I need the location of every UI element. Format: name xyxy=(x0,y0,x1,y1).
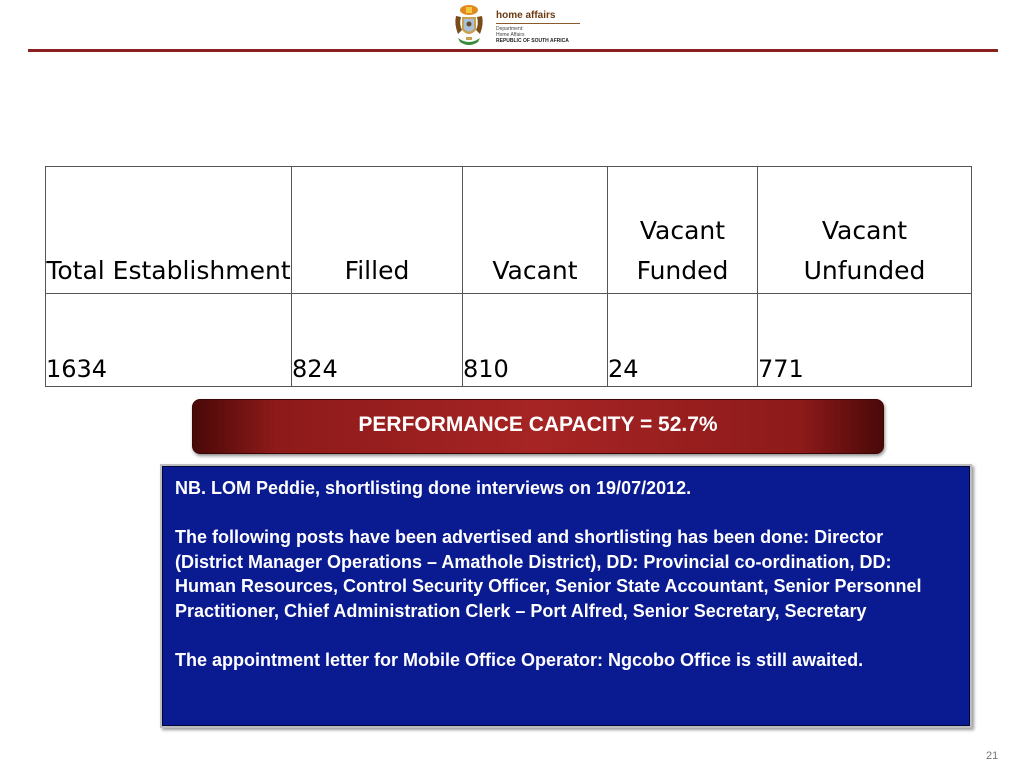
note-paragraph-1: NB. LOM Peddie, shortlisting done interviews on 19/07/2012. xyxy=(175,478,692,498)
performance-capacity-banner xyxy=(192,399,884,454)
performance-capacity-label: PERFORMANCE CAPACITY = 52.7% xyxy=(358,412,718,436)
cell-filled: 824 xyxy=(292,294,463,387)
logo-subtitle-home-affairs: Home Affairs xyxy=(496,32,525,38)
note-paragraph-3: The appointment letter for Mobile Office Operator: Ngcobo Office is still awaited. xyxy=(175,649,864,670)
cell-vacant: 810 xyxy=(463,294,608,387)
table-row xyxy=(46,294,972,387)
table-header-row xyxy=(46,167,972,294)
logo-subtitle-department: Department: xyxy=(496,26,524,32)
home-affairs-logo xyxy=(452,4,592,50)
note-paragraph-2: The following posts have been advertised and shortlisting has been done: Director (District Manager Operations – Amathole District), DD: Provincial co-ordination, DD: Human Resources, Control Security Officer, Senior State Accountant, Senior Personnel Practitioner, Chief Administration Clerk – Port Alfred, Senior Secretary, Secretary xyxy=(175,527,922,621)
header-total-establishment: Total Establishment xyxy=(46,167,292,294)
page-number: 21 xyxy=(986,750,999,762)
coat-of-arms-icon xyxy=(452,4,486,48)
header-filled: Filled xyxy=(292,167,463,294)
cell-vacant-funded: 24 xyxy=(608,294,758,387)
header-divider xyxy=(28,49,998,52)
logo-title: home affairs xyxy=(496,10,556,21)
header-vacant-unfunded: Vacant Unfunded xyxy=(758,167,972,294)
establishment-table xyxy=(45,166,972,387)
header-vacant: Vacant xyxy=(463,167,608,294)
logo-subtitle-republic: REPUBLIC OF SOUTH AFRICA xyxy=(496,38,569,44)
cell-total-establishment: 1634 xyxy=(46,294,292,387)
logo-divider xyxy=(496,23,580,24)
cell-vacant-unfunded: 771 xyxy=(758,294,972,387)
header-vacant-funded: Vacant Funded xyxy=(608,167,758,294)
notes-box xyxy=(160,464,972,728)
